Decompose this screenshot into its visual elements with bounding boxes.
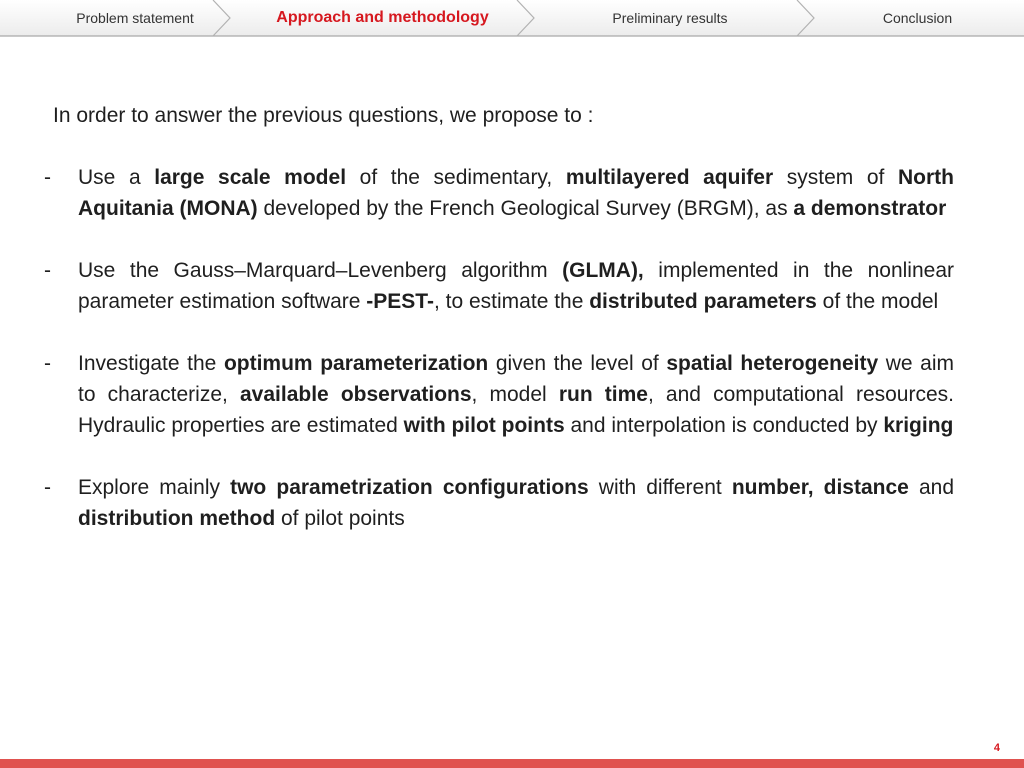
bullet-dash: -: [44, 352, 51, 375]
nav-step-conclusion[interactable]: Conclusion: [882, 10, 953, 26]
bullet-item: [44, 348, 954, 441]
bullet-text: [78, 476, 954, 530]
bold-phrase: spatial heterogeneity: [666, 352, 879, 375]
bold-phrase: North Aquitania (MONA): [78, 166, 954, 220]
text-run: Use the Gauss–Marquard–Levenberg algorithm: [78, 259, 563, 282]
bold-phrase: distribution method: [78, 507, 276, 530]
nav-step-preliminary-results[interactable]: Preliminary results: [612, 10, 728, 26]
text-run: Use a: [78, 166, 155, 189]
bold-phrase: number, distance: [731, 476, 909, 499]
intro-text: In order to answer the previous questions, we propose to :: [53, 104, 594, 127]
text-run: given the level of: [488, 352, 667, 375]
bold-phrase: distributed parameters: [589, 290, 817, 313]
bullet-item: [44, 162, 954, 224]
bullet-text: [78, 352, 954, 437]
nav-step-approach-and-methodology[interactable]: Approach and methodology: [276, 9, 489, 26]
text-run: Explore mainly: [78, 476, 231, 499]
text-run: we aim to characterize,: [78, 352, 955, 406]
bullet-dash: -: [44, 259, 51, 282]
breadcrumb-nav: [0, 0, 1024, 38]
text-run: , model: [471, 383, 559, 406]
bold-phrase: two parametrization configurations: [230, 476, 589, 499]
slide-body: [44, 100, 954, 565]
text-run: of pilot points: [275, 507, 405, 530]
text-run: implemented in the nonlinear parameter estimation software: [78, 259, 954, 313]
bold-phrase: -PEST-: [366, 290, 434, 313]
bold-phrase: multilayered aquifer: [565, 166, 774, 189]
text-run: Investigate the: [78, 352, 224, 375]
page-number: 4: [993, 742, 1000, 754]
bold-phrase: (GLMA),: [562, 259, 644, 282]
bold-phrase: kriging: [883, 414, 954, 437]
bold-phrase: a demonstrator: [793, 197, 947, 220]
bullet-dash: -: [44, 166, 51, 189]
bullet-text: [78, 166, 954, 220]
text-run: , to estimate the: [433, 290, 590, 313]
text-run: developed by the French Geological Survey (BRGM), as: [257, 197, 794, 220]
bullet-item: [44, 255, 954, 317]
nav-step-problem-statement[interactable]: Problem statement: [76, 10, 194, 26]
text-run: and: [908, 476, 955, 499]
bullet-item: [44, 472, 954, 534]
text-run: of the model: [816, 290, 939, 313]
bullet-dash: -: [44, 476, 51, 499]
text-run: , and computational resources. Hydraulic properties are estimated: [78, 383, 954, 437]
footer-bar: [0, 759, 1024, 768]
bold-phrase: large scale model: [154, 166, 347, 189]
bold-phrase: run time: [558, 383, 648, 406]
text-run: and interpolation is conducted by: [564, 414, 884, 437]
bullet-text: [78, 259, 954, 313]
bold-phrase: with pilot points: [403, 414, 565, 437]
bold-phrase: available observations: [239, 383, 472, 406]
text-run: of the sedimentary,: [346, 166, 566, 189]
bold-phrase: optimum parameterization: [223, 352, 489, 375]
text-run: system of: [773, 166, 898, 189]
text-run: with different: [588, 476, 732, 499]
